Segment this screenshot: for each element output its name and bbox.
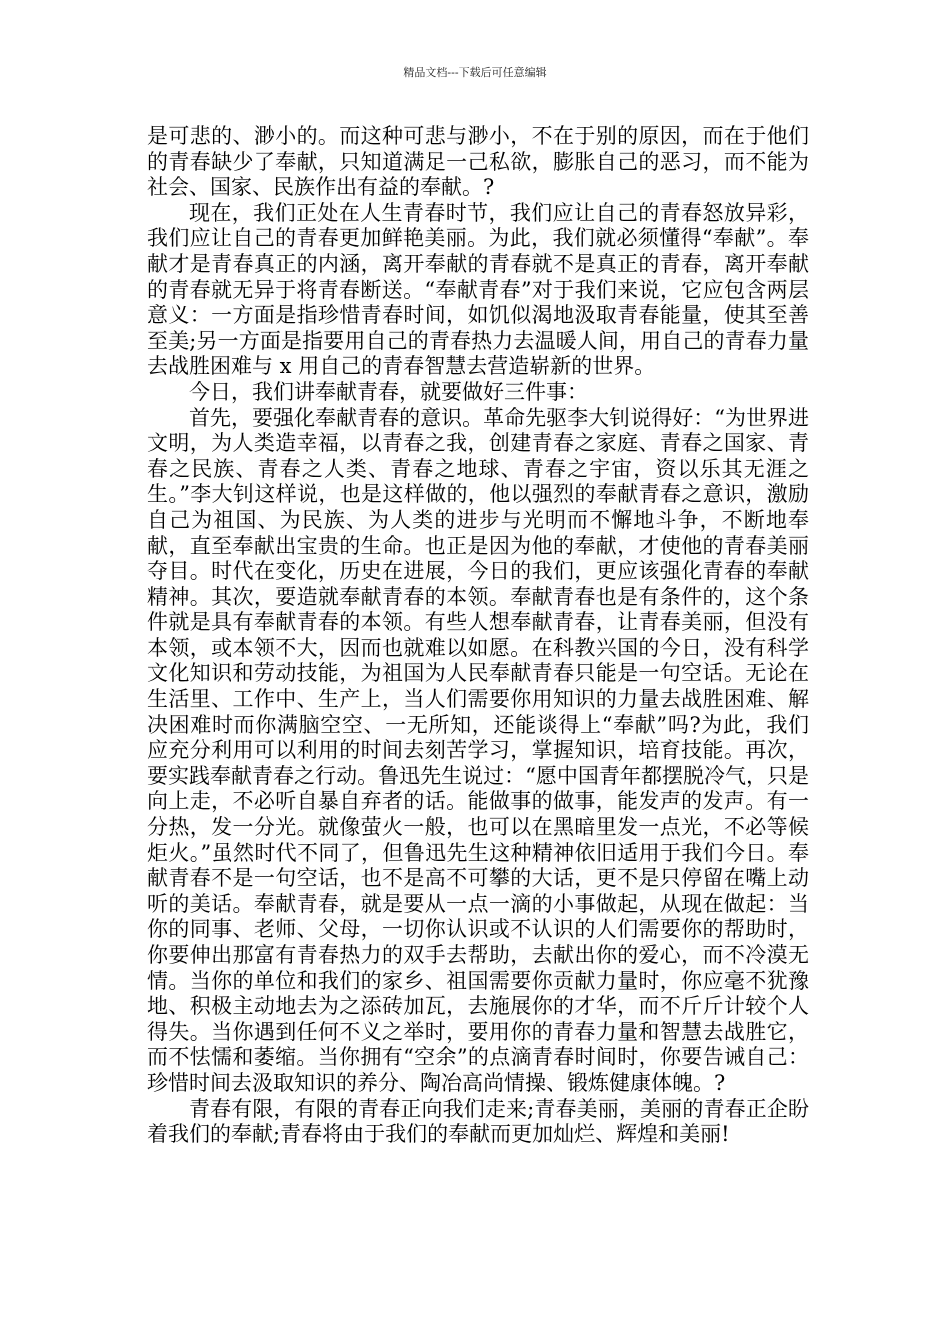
page-header: 精品文档---下载后可任意编辑 — [403, 66, 547, 79]
paragraph-4: 首先，要强化奉献青春的意识。革命先驱李大钊说得好：“为世界进文明，为人类造幸福，以青春之我，创建青春之家庭、青春之国家、青春之民族、青春之人类、青春之地球、青春之宇宙，资以乐其无涯之生。”李大钊这样说，也是这样做的，他以强烈的奉献青春之意识，激励自己为祖国、为民族、为人类的进步与光明而不懈地斗争，不断地奉献，直至奉献出宝贵的生命。也正是因为他的奉献，才使他的青春美丽夺目。时代在变化，历史在进展，今日的我们，更应该强化青春的奉献精神。其次，要造就奉献青春的本领。奉献青春也是有条件的，这个条件就是具有奉献青春的本领。有些人想奉献青春，让青春美丽，但没有本领，或本领不大，因而也就难以如愿。在科教兴国的今日，没有科学文化知识和劳动技能，为祖国为人民奉献青春只能是一句空话。无论在生活里、工作中、生产上，当人们需要你用知识的力量去战胜困难、解决困难时而你满脑空空、一无所知，还能谈得上“奉献”吗?为此，我们应充分利用可以利用的时间去刻苦学习，掌握知识，培育技能。再次，要实践奉献青春之行动。鲁迅先生说过：“愿中国青年都摆脱冷气，只是向上走，不必听自暴自弃者的话。能做事的做事，能发声的发声。有一分热，发一分光。就像萤火一般，也可以在黑暗里发一点光，不必等候炬火。”虽然时代不同了，但鲁迅先生这种精神依旧适用于我们今日。奉献青春不是一句空话，也不是高不可攀的大话，更不是只停留在嘴上动听的美话。奉献青春，就是要从一点一滴的小事做起，从现在做起：当你的同事、老师、父母，一切你认识或不认识的人们需要你的帮助时，你要伸出那富有青春热力的双手去帮助，去献出你的爱心，而不冷漠无情。当你的单位和我们的家乡、祖国需要你贡献力量时，你应毫不犹豫地、积极主动地去为之添砖加瓦，去施展你的才华，而不斤斤计较个人得失。当你遇到任何不义之举时，要用你的青春力量和智慧去战胜它，而不怯懦和萎缩。当你拥有“空余”的点滴青春时间时，你要告诫自己：珍惜时间去汲取知识的养分、陶冶高尚情操、锻炼健康体魄。? — [147, 405, 809, 1095]
paragraph-3: 今日，我们讲奉献青春，就要做好三件事： — [189, 379, 588, 404]
paragraph-2: 现在，我们正处在人生青春时节，我们应让自己的青春怒放异彩，我们应让自己的青春更加鲜艳美丽。为此，我们就必须懂得“奉献”。奉献才是青春真正的内涵，离开奉献的青春就不是真正的青春，离开奉献的青春就无异于将青春断送。“奉献青春”对于我们来说，它应包含两层意义：一方面是指珍惜青春时间，如饥似渴地汲取青春能量，使其至善至美;另一方面是指要用自己的青春热力去温暖人间，用自己的青春力量去战胜困难与 x 用自己的青春智慧去营造崭新的世界。 — [147, 200, 809, 379]
paragraph-5: 青春有限，有限的青春正向我们走来;青春美丽，美丽的青春正企盼着我们的奉献;青春将由于我们的奉献而更加灿烂、辉煌和美丽! — [147, 1096, 809, 1147]
document-body — [147, 124, 809, 1148]
paragraph-1: 是可悲的、渺小的。而这种可悲与渺小，不在于别的原因，而在于他们的青春缺少了奉献，只知道满足一己私欲，膨胀自己的恶习，而不能为社会、国家、民族作出有益的奉献。? — [147, 124, 809, 200]
